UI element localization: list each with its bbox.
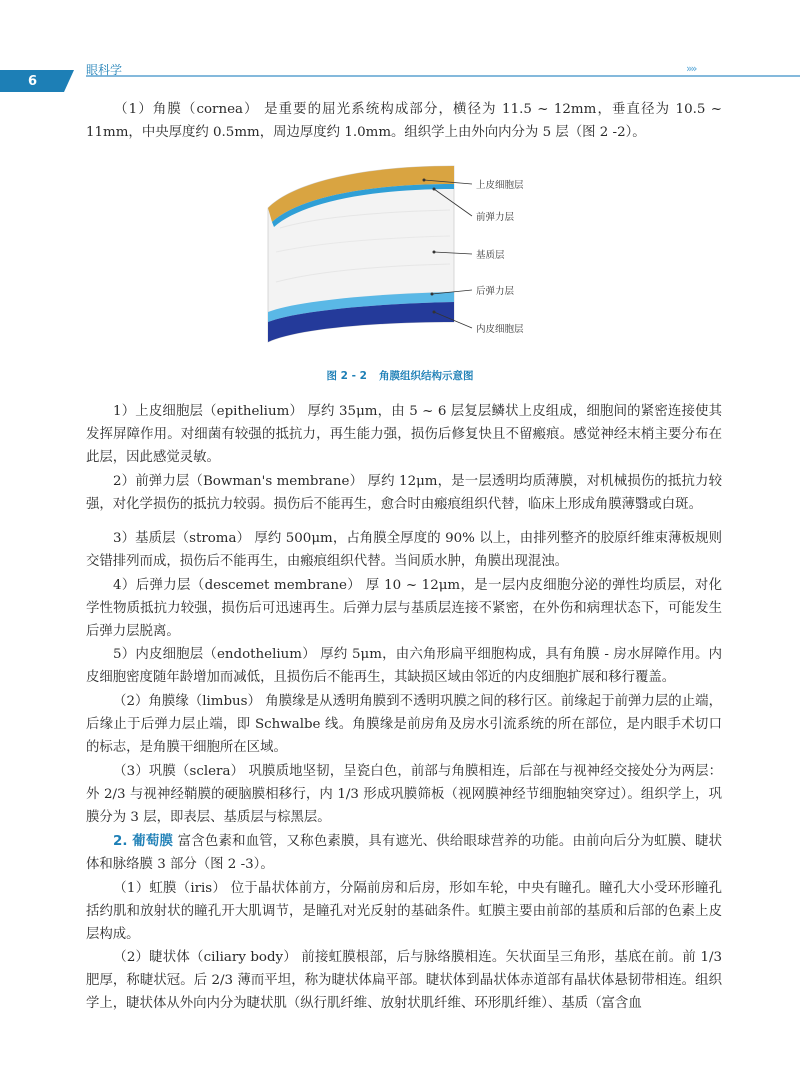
caption-number: 图 2 - 2 — [326, 370, 367, 382]
paragraph — [86, 877, 722, 946]
paragraph — [86, 830, 722, 876]
paragraph-text: 4）后弹力层（descemet membrane） 厚 10 ~ 12μm，是一层内皮细胞分泌的弹性均质层，对化学性物质抵抗力较强，损伤后可迅速再生。后弹力层与基质层连接不紧密，在外伤和病理状态下，可能发生后弹力层脱离。 — [86, 578, 722, 639]
paragraph-text: 2）前弹力层（Bowman's membrane） 厚约 12μm，是一层透明均质薄膜，对机械损伤的抵抗力较强，对化学损伤的抵抗力较弱。损伤后不能再生，愈合时由瘢痕组织代替，临床上形成角膜薄翳或白斑。 — [86, 474, 722, 512]
header-band — [0, 0, 800, 100]
paragraph-text: 3）基质层（stroma） 厚约 500μm，占角膜全厚度的 90% 以上，由排列整齐的胶原纤维束薄板规则交错排列而成，损伤后不能再生，由瘢痕组织代替。当间质水肿，角膜出现混浊。 — [86, 531, 722, 569]
label-bowman-membrane: 前弹力层 — [476, 212, 515, 223]
figure-caption — [0, 368, 800, 383]
paragraph-text: （1）角膜（cornea） 是重要的屈光系统构成部分，横径为 11.5 ~ 12mm，垂直径为 10.5 ~ 11mm，中央厚度约 0.5mm，周边厚度约 1.0mm。组织学上由外向内分为 5 层（图 2 -2）。 — [86, 102, 722, 140]
paragraph-text: （2）角膜缘（limbus） 角膜缘是从透明角膜到不透明巩膜之间的移行区。前缘起于前弹力层的止端，后缘止于后弹力层止端，即 Schwalbe 线。角膜缘是前房角及房水引流系统的所在部位，是内眼手术切口的标志，是角膜干细胞所在区域。 — [86, 694, 722, 755]
paragraph-text: （2）睫状体（ciliary body） 前接虹膜根部，后与脉络膜相连。矢状面呈三角形，基底在前。前 1/3 肥厚，称睫状冠。后 2/3 薄而平坦，称为睫状体扁平部。睫状体到晶状体赤道部有晶状体悬韧带相连。组织学上，睫状体从外向内分为睫状肌（纵行肌纤维、放射状肌纤维、环形肌纤维）、基质（富含血 — [86, 950, 722, 1011]
paragraph — [86, 98, 722, 144]
label-descemet-membrane: 后弹力层 — [476, 286, 515, 297]
caption-text: 角膜组织结构示意图 — [378, 370, 474, 382]
paragraph-text: 富含色素和血管，又称色素膜，具有遮光、供给眼球营养的功能。由前向后分为虹膜、睫状体和脉络膜 3 部分（图 2 -3）。 — [86, 834, 722, 872]
paragraph — [86, 400, 722, 469]
section-heading: 2. 葡萄膜 — [113, 834, 174, 849]
paragraph — [86, 643, 722, 689]
running-head: 眼科学 — [86, 63, 123, 77]
chevron-right-icon: »» — [686, 62, 696, 75]
paragraph-text: （1）虹膜（iris） 位于晶状体前方，分隔前房和后房，形如车轮，中央有瞳孔。瞳孔大小受环形瞳孔括约肌和放射状的瞳孔开大肌调节，是瞳孔对光反射的基础条件。虹膜主要由前部的基质和后部的色素上皮层构成。 — [86, 881, 722, 942]
paragraph — [86, 946, 722, 1015]
label-stroma: 基质层 — [476, 250, 505, 261]
paragraph-text: （3）巩膜（sclera） 巩膜质地坚韧，呈瓷白色，前部与角膜相连，后部在与视神经交接处分为两层：外 2/3 与视神经鞘膜的硬脑膜相移行，内 1/3 形成巩膜筛板（视网膜神经节细胞轴突穿过）。组织学上，巩膜分为 3 层，即表层、基质层与棕黑层。 — [86, 764, 722, 825]
paragraph-text: 5）内皮细胞层（endothelium） 厚约 5μm，由六角形扁平细胞构成，具有角膜 - 房水屏障作用。内皮细胞密度随年龄增加而减低，且损伤后不能再生，其缺损区域由邻近的内皮细胞扩展和移行覆盖。 — [86, 647, 722, 685]
cornea-figure — [254, 162, 554, 352]
page-number: 6 — [28, 74, 38, 89]
paragraph — [86, 690, 722, 759]
paragraph — [86, 760, 722, 829]
paragraph-text: 1）上皮细胞层（epithelium） 厚约 35μm，由 5 ~ 6 层复层鳞状上皮组成，细胞间的紧密连接使其发挥屏障作用。对细菌有较强的抵抗力，再生能力强，损伤后修复快且不留瘢痕。感觉神经末梢主要分布在此层，因此感觉灵敏。 — [86, 404, 722, 465]
paragraph — [86, 574, 722, 643]
label-epithelium: 上皮细胞层 — [476, 180, 524, 191]
page-header — [0, 0, 800, 100]
paragraph — [86, 470, 722, 516]
paragraph — [86, 527, 722, 573]
label-endothelium: 内皮细胞层 — [476, 324, 524, 335]
